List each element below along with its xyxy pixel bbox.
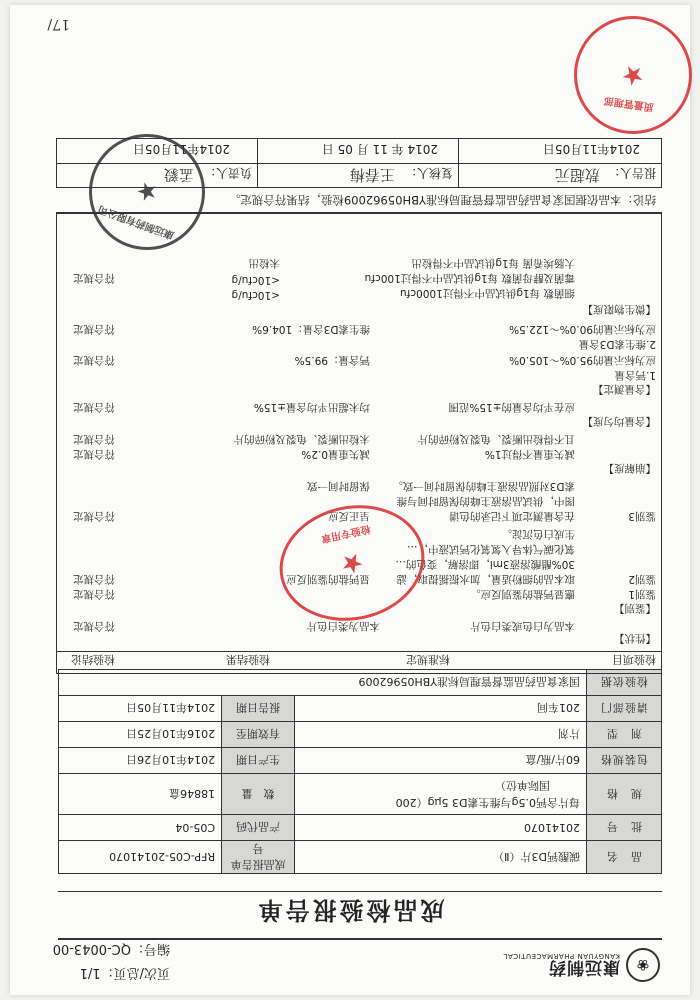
uniform-result: 均未超出平均含量±15% [253,401,370,413]
header-rule [58,938,662,940]
batch-value: 20141070 [295,815,587,841]
form-label: 剂 型 [587,722,662,748]
assay2-conclusion: 符合规定 [73,323,115,335]
results-header-rule [56,651,662,652]
micro3-standard: 大肠埃希菌 每1g供试品中不得检出 [411,257,575,269]
dept-label: 请验部门 [587,696,662,722]
assay2-standard: 应为标示量的90.0%～122.5% [509,323,656,335]
id1-conclusion: 符合规定 [73,588,115,600]
product-name: 碳酸钙D3片（Ⅱ） [295,841,587,874]
basis-label: 检验依据 [587,670,662,696]
code-value: C05-04 [59,815,222,841]
expiry-label: 有效期至 [222,722,295,748]
disint-standard-1: 减失重量不得过1% [484,448,575,460]
expiry-value: 2016年10月25日 [59,722,222,748]
section-uniformity: 【含量均匀度】 [582,415,656,427]
report-date-value: 2014年11月05日 [59,696,222,722]
id3-result: 呈正反应 [328,510,370,522]
assay1-conclusion: 符合规定 [73,354,115,366]
micro1-standard: 细菌数 每1g供试品中不得过1000cfu [399,287,575,299]
report-no-label: 成品报告单号 [222,841,295,874]
reporter-signature: 敖超元 [554,166,600,184]
product-info-table [58,669,662,874]
assay1-label: 1.钙含量 [614,369,656,381]
id2-standard-2: 30%醋酸溶液3ml，即溶解，变色的… [395,558,575,570]
section-disintegration: 【崩解度】 [603,462,656,474]
assay2-result: 维生素D3含量：104.6% [252,323,370,335]
signature-divider-1 [458,138,459,188]
col-standard: 标准规定 [406,653,450,666]
signature-divider-2 [257,138,258,188]
section-appearance: 【性状】 [614,632,656,644]
reporter-label: 报告人： [607,166,656,180]
document-number: 编号：QC-0043-00 [52,941,170,956]
page-title: 成品检验报告单 [255,896,445,924]
appearance-standard: 本品为白色或类白色片 [470,620,575,632]
spec-line-1: 每片含钙0.5g与维生素D3 5μg（200 [395,796,580,809]
qty-value: 18846盒 [59,774,222,815]
uniform-conclusion: 符合规定 [73,401,115,413]
section-identification: 【鉴别】 [614,602,656,614]
section-assay: 【含量测定】 [593,383,656,395]
dark-seal-star-icon: ★ [132,175,162,209]
appearance-result: 本品为类白色片 [306,620,380,632]
reporter-date: 2014年11月05日 [542,142,640,156]
pack-label: 包装规格 [587,748,662,774]
approver-signature: 孟毅 [163,166,194,184]
id1-label: 鉴别1 [628,588,656,600]
assay1-result: 钙含量：99.5% [294,354,370,366]
batch-label: 批 号 [587,815,662,841]
code-label: 产品代码 [222,815,295,841]
assay2-label: 2.维生素D3含量 [578,338,656,350]
conclusion-text: 结论：本品依据国家食品药品监督管理局标准YBH05962009检验，结果符合规定。 [228,193,656,207]
dark-seal-text: 康远制药有限公司 [96,202,176,241]
disint-conclusion-1: 符合规定 [73,448,115,460]
id3-result-2: 保留时间一致 [307,480,370,492]
disint-standard-2: 且不得检出断裂、龟裂及粉碎的片 [417,433,575,445]
disint-result-2: 未检出断裂、龟裂及粉碎的片 [233,433,370,445]
disint-result-1: 减失重量0.2% [301,448,370,460]
id3-standard-3: 素D3对照品溶液主峰的保留时间一致。 [392,480,575,492]
prod-date-label: 生产日期 [222,748,295,774]
spec-value [295,774,587,815]
id3-label: 鉴别3 [628,510,656,522]
id2-standard-1: 取本品的细粉适量，加水振摇提取，滤 [396,573,575,585]
disint-conclusion-2: 符合规定 [73,433,115,445]
micro1-result: <10cfu/g [231,289,280,301]
reviewer-date: 2014 年 11 月 05 日 [321,142,438,156]
micro2-standard: 霉菌及酵母菌数 每1g供试品中不得过100cfu [364,272,575,284]
report-no: RFP-C05-20141070 [59,841,222,874]
spec-label: 规 格 [587,774,662,815]
section-microbial: 【微生物限度】 [582,303,656,315]
id3-standard-1: 在含量测定项下记录的色谱 [449,510,575,522]
qty-label: 数 量 [222,774,295,815]
uniform-standard: 应在平均含量的±15%范围 [448,401,575,413]
spec-line-2: 国际单位） [495,779,550,792]
id3-standard-2: 图中，供试品溶液主峰的保留时间与维 [396,495,575,507]
approver-date: 2014年11月05日 [132,142,230,156]
title-rule [58,891,662,892]
red-seal-text: 检验专用章 [320,522,372,544]
prod-date-value: 2014年10月26日 [59,748,222,774]
assay1-standard: 应为标示量的95.0%～105.0% [509,354,656,366]
col-result: 检验结果 [226,653,270,666]
form-value: 片剂 [295,722,587,748]
id2-standard-4: 生成白色沉淀。 [501,528,575,540]
micro2-result: <10cfu/g [231,274,280,286]
id2-conclusion: 符合规定 [73,573,115,585]
micro-conclusion: 符合规定 [73,272,115,284]
appearance-conclusion: 符合规定 [73,620,115,632]
company-name-en: KANGYUAN PHARMACEUTICAL [503,952,620,960]
company-name: 康远制药 [548,957,620,977]
page-number: 页次/总页：1/1 [79,965,170,980]
col-conclusion: 检验结论 [71,653,115,666]
company-logo-icon: ❀ [626,948,660,982]
id2-standard-3: 氧化碳气体导入氢氧化钙试液中，… [407,543,575,555]
reviewer-label: 复核人： [404,166,453,180]
seal-star-icon: ★ [337,545,367,581]
approver-label: 负责人： [203,166,252,180]
dept-value: 201车间 [295,696,587,722]
report-date-label: 报告日期 [222,696,295,722]
id2-label: 鉴别2 [628,573,656,585]
micro3-result: 未检出 [248,257,280,269]
corner-seal-text: 质量管理部 [603,94,655,113]
id3-conclusion: 符合规定 [73,510,115,522]
id2-result: 显钙盐的鉴别反应 [286,573,370,585]
col-item: 检验项目 [612,653,656,666]
pack-value: 60片/瓶/盒 [295,748,587,774]
basis-value: 国家食品药品监督管理局标准YBH05962009 [59,670,587,696]
page-mark: 17/ [47,16,70,32]
id1-standard: 應显钙盐的鉴别反应。 [470,588,575,600]
reviewer-signature: 王春梅 [349,166,395,184]
name-label: 品 名 [587,841,662,874]
corner-seal-star-icon: ★ [619,58,647,92]
